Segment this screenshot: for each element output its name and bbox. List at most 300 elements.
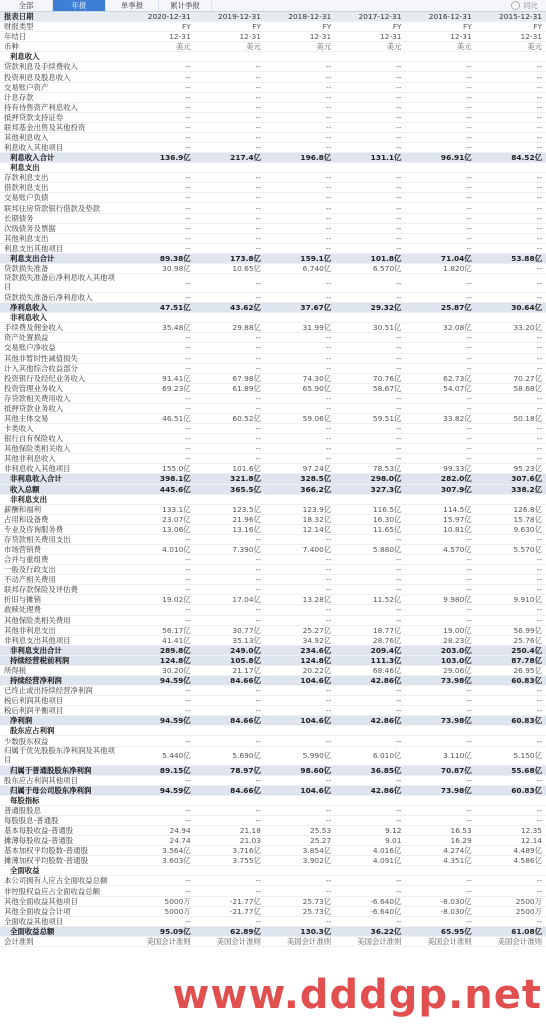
row-value <box>195 494 265 504</box>
row-value: -- <box>195 424 265 434</box>
row-value: -- <box>265 775 335 785</box>
table-row[interactable] <box>0 534 546 544</box>
table-row[interactable] <box>0 886 546 896</box>
row-label: 长期债务 <box>0 213 124 223</box>
table-row[interactable] <box>0 62 546 72</box>
row-value: 美国会计准则 <box>405 936 475 946</box>
row-value: 5000万 <box>124 906 194 916</box>
row-value: 65.90亿 <box>265 383 335 393</box>
total-row[interactable] <box>0 785 546 795</box>
row-value: 9.01 <box>335 836 405 846</box>
table-row[interactable] <box>0 686 546 696</box>
row-value: -- <box>476 183 546 193</box>
table-row[interactable] <box>0 323 546 333</box>
row-value: -- <box>335 424 405 434</box>
row-value: -- <box>265 173 335 183</box>
row-label: 其他保险类相关收入 <box>0 444 124 454</box>
row-value: -- <box>195 886 265 896</box>
row-value <box>195 163 265 173</box>
row-value: -- <box>265 686 335 696</box>
row-value: 41.41亿 <box>124 635 194 645</box>
table-row[interactable] <box>0 243 546 253</box>
section-header-row[interactable] <box>0 163 546 173</box>
header-date[interactable]: 2016-12-31 <box>405 12 475 22</box>
row-value: -- <box>195 686 265 696</box>
row-value: -- <box>124 112 194 122</box>
table-row[interactable] <box>0 383 546 393</box>
table-row[interactable] <box>0 183 546 193</box>
row-value <box>265 163 335 173</box>
row-value: 307.6亿 <box>476 474 546 484</box>
row-value: -- <box>335 534 405 544</box>
table-row[interactable] <box>0 906 546 916</box>
row-label: 其他非利息收入 <box>0 454 124 464</box>
table-row[interactable] <box>0 413 546 423</box>
row-value: 95.09亿 <box>124 926 194 936</box>
row-value: -- <box>195 72 265 82</box>
row-value: -- <box>335 102 405 112</box>
table-row[interactable] <box>0 856 546 866</box>
table-row[interactable] <box>0 896 546 906</box>
row-value: -- <box>335 173 405 183</box>
total-row[interactable] <box>0 716 546 726</box>
row-label: 利息收入合计 <box>0 153 124 163</box>
row-value: -- <box>335 233 405 243</box>
table-row[interactable] <box>0 514 546 524</box>
row-value: -- <box>476 805 546 815</box>
row-value <box>476 866 546 876</box>
table-row[interactable] <box>0 42 546 52</box>
row-value: -- <box>405 815 475 825</box>
row-label: 非利息收入其他项目 <box>0 464 124 474</box>
table-row[interactable] <box>0 203 546 213</box>
tab-annual[interactable]: 年报 <box>53 0 106 11</box>
total-row[interactable] <box>0 153 546 163</box>
table-row[interactable] <box>0 815 546 825</box>
row-value: -- <box>195 243 265 253</box>
total-row[interactable] <box>0 303 546 313</box>
row-label: 合并与重组费 <box>0 555 124 565</box>
table-row[interactable] <box>0 434 546 444</box>
table-row[interactable] <box>0 343 546 353</box>
row-value: 15.97亿 <box>405 514 475 524</box>
table-row[interactable] <box>0 424 546 434</box>
row-value: -- <box>476 233 546 243</box>
row-label: 其他全面收益合计项 <box>0 906 124 916</box>
row-value: -- <box>476 223 546 233</box>
row-value: -- <box>265 183 335 193</box>
row-value: 24.94 <box>124 826 194 836</box>
row-value: -- <box>335 143 405 153</box>
row-value: -- <box>124 223 194 233</box>
row-value: 21.96亿 <box>195 514 265 524</box>
table-row[interactable] <box>0 936 546 946</box>
row-value: 3.902亿 <box>265 856 335 866</box>
row-value: -- <box>476 203 546 213</box>
row-label: 薪酬和福利 <box>0 504 124 514</box>
row-value: -- <box>124 343 194 353</box>
table-row[interactable] <box>0 665 546 675</box>
row-value: 234.6亿 <box>265 645 335 655</box>
row-value: 4.274亿 <box>405 846 475 856</box>
row-label: 基本每股收益-普通股 <box>0 826 124 836</box>
row-value: 29.88亿 <box>195 323 265 333</box>
row-label: 交易账户净收益 <box>0 343 124 353</box>
row-value: -- <box>335 886 405 896</box>
table-row[interactable] <box>0 353 546 363</box>
row-label: 贷款损失准备 <box>0 263 124 273</box>
table-row[interactable] <box>0 575 546 585</box>
row-label: 每股指标 <box>0 795 124 805</box>
row-value: 25.87亿 <box>405 303 475 313</box>
row-value: -- <box>335 343 405 353</box>
table-row[interactable] <box>0 464 546 474</box>
total-row[interactable] <box>0 484 546 494</box>
row-value <box>405 726 475 736</box>
table-row[interactable] <box>0 454 546 464</box>
row-value: 124.8亿 <box>265 655 335 665</box>
section-header-row[interactable] <box>0 866 546 876</box>
section-header-row[interactable] <box>0 795 546 805</box>
table-row[interactable] <box>0 213 546 223</box>
row-value: -- <box>335 72 405 82</box>
header-date[interactable]: 2018-12-31 <box>265 12 335 22</box>
row-value <box>195 726 265 736</box>
row-value: 6.740亿 <box>265 263 335 273</box>
table-row[interactable] <box>0 193 546 203</box>
row-value: 61.08亿 <box>476 926 546 936</box>
row-value: 43.62亿 <box>195 303 265 313</box>
row-value: -- <box>405 112 475 122</box>
row-value: -- <box>476 403 546 413</box>
row-value: -- <box>405 444 475 454</box>
table-row[interactable] <box>0 555 546 565</box>
table-row[interactable] <box>0 92 546 102</box>
row-value: -- <box>124 274 194 293</box>
header-date[interactable]: 2020-12-31 <box>124 12 194 22</box>
row-value: 71.04亿 <box>405 253 475 263</box>
row-value <box>265 494 335 504</box>
row-value: -- <box>405 434 475 444</box>
table-row[interactable] <box>0 393 546 403</box>
row-value: 58.68亿 <box>476 383 546 393</box>
header-date[interactable]: 2019-12-31 <box>195 12 265 22</box>
row-value: -- <box>124 72 194 82</box>
total-row[interactable] <box>0 765 546 775</box>
row-value: -- <box>476 213 546 223</box>
row-value: 37.67亿 <box>265 303 335 313</box>
table-row[interactable] <box>0 625 546 635</box>
row-value: -- <box>124 333 194 343</box>
row-value: -- <box>405 343 475 353</box>
row-value: 94.59亿 <box>124 676 194 686</box>
row-value: -- <box>195 363 265 373</box>
table-row[interactable] <box>0 805 546 815</box>
row-label: 抵押贷款业务收入 <box>0 403 124 413</box>
row-value: -- <box>124 92 194 102</box>
row-value: -- <box>124 143 194 153</box>
row-label: 联邦基金出售及其他投资 <box>0 122 124 132</box>
row-label: 贷款损失准备后净利息收入其他项目 <box>0 274 124 293</box>
row-value: 55.68亿 <box>476 765 546 775</box>
section-header-row[interactable] <box>0 313 546 323</box>
table-row[interactable] <box>0 696 546 706</box>
tab-all[interactable]: 全部 <box>0 0 53 11</box>
row-value: 250.4亿 <box>476 645 546 655</box>
row-value: -- <box>476 585 546 595</box>
row-value: -6.640亿 <box>335 906 405 916</box>
row-value: 13.28亿 <box>265 595 335 605</box>
section-header-row[interactable] <box>0 52 546 62</box>
row-value: 105.8亿 <box>195 655 265 665</box>
row-label: 存贷款相关费用支出 <box>0 534 124 544</box>
row-value: 26.95亿 <box>476 665 546 675</box>
table-row[interactable] <box>0 746 546 765</box>
income-statement-table <box>0 12 546 947</box>
table-row[interactable] <box>0 233 546 243</box>
row-value: -- <box>405 203 475 213</box>
radio-icon[interactable] <box>511 1 520 10</box>
section-header-row[interactable] <box>0 494 546 504</box>
total-row[interactable] <box>0 253 546 263</box>
row-value: 34.92亿 <box>265 635 335 645</box>
row-value: -- <box>405 183 475 193</box>
row-label: 资产处置损益 <box>0 333 124 343</box>
row-value: 42.86亿 <box>335 785 405 795</box>
table-row[interactable] <box>0 263 546 273</box>
table-row[interactable] <box>0 143 546 153</box>
table-row[interactable] <box>0 102 546 112</box>
table-row[interactable] <box>0 32 546 42</box>
table-row[interactable] <box>0 605 546 615</box>
table-row[interactable] <box>0 775 546 785</box>
row-value: -- <box>124 293 194 303</box>
row-value: -- <box>124 706 194 716</box>
row-value: 11.52亿 <box>335 595 405 605</box>
header-date[interactable]: 2015-12-31 <box>476 12 546 22</box>
table-row[interactable] <box>0 615 546 625</box>
row-value: -- <box>195 183 265 193</box>
row-value: -- <box>265 102 335 112</box>
row-value: -- <box>265 274 335 293</box>
row-value: -- <box>195 696 265 706</box>
row-value: 95.23亿 <box>476 464 546 474</box>
table-row[interactable] <box>0 72 546 82</box>
row-value: -- <box>124 605 194 615</box>
row-value: 73.98亿 <box>405 785 475 795</box>
yoy-compare-toggle[interactable] <box>511 0 538 11</box>
row-value: -- <box>195 82 265 92</box>
row-value: -- <box>476 343 546 353</box>
row-label: 其他保险类相关费用 <box>0 615 124 625</box>
row-value: -- <box>476 615 546 625</box>
row-value: 12-31 <box>405 32 475 42</box>
row-value <box>335 313 405 323</box>
row-value: -- <box>124 916 194 926</box>
row-value: -- <box>476 916 546 926</box>
row-value: -- <box>124 203 194 213</box>
total-row[interactable] <box>0 645 546 655</box>
row-value: -- <box>476 333 546 343</box>
row-value: -- <box>265 434 335 444</box>
row-value: 398.1亿 <box>124 474 194 484</box>
row-value: 28.23亿 <box>405 635 475 645</box>
table-row[interactable] <box>0 524 546 534</box>
row-value: 68.46亿 <box>335 665 405 675</box>
table-row[interactable] <box>0 112 546 122</box>
table-row[interactable] <box>0 274 546 293</box>
row-value: 5000万 <box>124 896 194 906</box>
row-value: -- <box>405 696 475 706</box>
row-value: 84.66亿 <box>195 785 265 795</box>
row-value: -- <box>265 555 335 565</box>
table-row[interactable] <box>0 876 546 886</box>
row-label: 会计准则 <box>0 936 124 946</box>
row-value: -- <box>476 193 546 203</box>
row-label: 非控股权益应占全面收益总额 <box>0 886 124 896</box>
header-date[interactable]: 2017-12-31 <box>335 12 405 22</box>
row-value: -- <box>124 173 194 183</box>
row-value: 美国会计准则 <box>335 936 405 946</box>
row-value: 56.17亿 <box>124 625 194 635</box>
table-row[interactable] <box>0 836 546 846</box>
row-value: -- <box>265 403 335 413</box>
row-value: 美国会计准则 <box>476 936 546 946</box>
row-value: -- <box>405 223 475 233</box>
table-row[interactable] <box>0 595 546 605</box>
row-label: 交易账户资产 <box>0 82 124 92</box>
row-value: -- <box>195 775 265 785</box>
row-value: -- <box>195 565 265 575</box>
row-value: 59.51亿 <box>335 413 405 423</box>
row-value: 2500万 <box>476 896 546 906</box>
row-value: -- <box>195 916 265 926</box>
row-label: 联邦存款保险及评估费 <box>0 585 124 595</box>
total-row[interactable] <box>0 926 546 936</box>
row-value: 12-31 <box>335 32 405 42</box>
table-row[interactable] <box>0 635 546 645</box>
row-value: -- <box>405 353 475 363</box>
row-value: -- <box>265 92 335 102</box>
row-value: 19.02亿 <box>124 595 194 605</box>
table-row[interactable] <box>0 122 546 132</box>
row-value: -- <box>405 706 475 716</box>
row-value: 217.4亿 <box>195 153 265 163</box>
table-row[interactable] <box>0 363 546 373</box>
total-row[interactable] <box>0 655 546 665</box>
tab-single-quarter[interactable]: 单季报 <box>106 0 159 11</box>
row-value: -- <box>335 775 405 785</box>
tab-cumulative-quarter[interactable]: 累计季报 <box>159 0 212 11</box>
total-row[interactable] <box>0 676 546 686</box>
row-value: 7.390亿 <box>195 544 265 554</box>
row-label: 计息存款 <box>0 92 124 102</box>
table-row[interactable] <box>0 373 546 383</box>
row-label: 利息收入 <box>0 52 124 62</box>
table-row[interactable] <box>0 846 546 856</box>
row-value: -- <box>405 886 475 896</box>
table-row[interactable] <box>0 916 546 926</box>
table-row[interactable] <box>0 544 546 554</box>
row-value: -- <box>476 575 546 585</box>
row-value: 6.570亿 <box>335 263 405 273</box>
table-row[interactable] <box>0 736 546 746</box>
row-label: 交易账户负债 <box>0 193 124 203</box>
table-row[interactable] <box>0 504 546 514</box>
row-value: -- <box>265 333 335 343</box>
row-value <box>124 313 194 323</box>
row-value: 59.06亿 <box>265 413 335 423</box>
table-row[interactable] <box>0 223 546 233</box>
table-row[interactable] <box>0 585 546 595</box>
table-row[interactable] <box>0 706 546 716</box>
row-value: -- <box>265 143 335 153</box>
row-value <box>405 52 475 62</box>
row-value: -- <box>405 82 475 92</box>
total-row[interactable] <box>0 474 546 484</box>
table-row[interactable] <box>0 82 546 92</box>
row-value: 35.48亿 <box>124 323 194 333</box>
table-row[interactable] <box>0 444 546 454</box>
row-value: -- <box>124 585 194 595</box>
row-label: 投资银行及经纪业务收入 <box>0 373 124 383</box>
row-value: -- <box>265 122 335 132</box>
row-value: -- <box>265 444 335 454</box>
row-value: -- <box>195 615 265 625</box>
row-value: -6.640亿 <box>335 896 405 906</box>
row-label: 归属于母公司股东净利润 <box>0 785 124 795</box>
section-header-row[interactable] <box>0 726 546 736</box>
row-value: -- <box>195 575 265 585</box>
row-value: -- <box>195 274 265 293</box>
row-value: 84.52亿 <box>476 153 546 163</box>
row-value: -- <box>405 686 475 696</box>
header-label: 报表日期 <box>0 12 124 22</box>
row-label: 年结日 <box>0 32 124 42</box>
table-row[interactable] <box>0 293 546 303</box>
row-label: 投资管理业务收入 <box>0 383 124 393</box>
row-value: -- <box>476 132 546 142</box>
table-row[interactable] <box>0 132 546 142</box>
row-value: 25.27亿 <box>265 625 335 635</box>
row-value: -- <box>335 403 405 413</box>
row-value: 7.400亿 <box>265 544 335 554</box>
row-value: 94.59亿 <box>124 785 194 795</box>
row-value: -- <box>335 585 405 595</box>
row-value: 89.38亿 <box>124 253 194 263</box>
row-label: 其他利息收入 <box>0 132 124 142</box>
row-value: -- <box>405 585 475 595</box>
row-label: 币种 <box>0 42 124 52</box>
row-value: 3.854亿 <box>265 846 335 856</box>
row-value: -- <box>195 173 265 183</box>
table-row[interactable] <box>0 333 546 343</box>
row-value <box>265 795 335 805</box>
table-row[interactable] <box>0 173 546 183</box>
table-row[interactable] <box>0 403 546 413</box>
row-value: 87.78亿 <box>476 655 546 665</box>
row-value: 73.98亿 <box>405 676 475 686</box>
row-value <box>195 795 265 805</box>
table-row[interactable] <box>0 22 546 32</box>
row-value: -- <box>195 203 265 213</box>
table-row[interactable] <box>0 826 546 836</box>
row-value: 6.010亿 <box>335 746 405 765</box>
row-value: 美国会计准则 <box>265 936 335 946</box>
row-value: -- <box>405 736 475 746</box>
table-row[interactable] <box>0 565 546 575</box>
row-value: 30.64亿 <box>476 303 546 313</box>
